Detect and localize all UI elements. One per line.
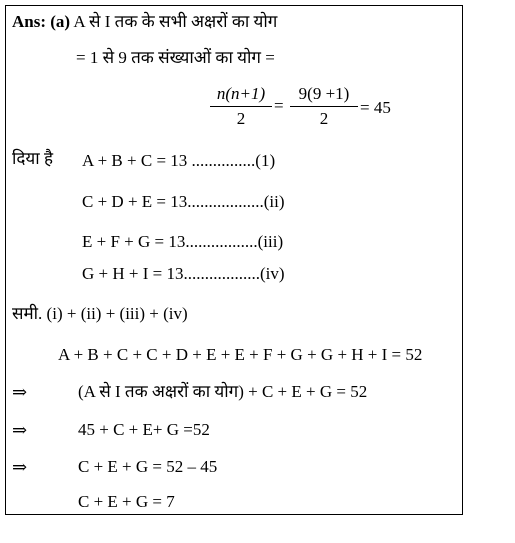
answer-label: Ans: (a) <box>12 12 71 31</box>
implies-arrow-icon: ⇒ <box>12 382 28 402</box>
equation-3: E + F + G = 13.................(iii) <box>82 232 284 251</box>
equation-4: G + H + I = 13..................(iv) <box>82 264 285 283</box>
fraction-numerator: 9(9 +1) <box>298 84 350 103</box>
fraction-n-formula <box>210 84 272 129</box>
combine-line: समी. (i) + (ii) + (iii) + (iv) <box>12 304 188 323</box>
final-result: C + E + G = 7 <box>78 492 175 511</box>
answer-heading <box>12 12 277 32</box>
step-2: 45 + C + E+ G =52 <box>78 420 210 439</box>
fraction-denominator: 2 <box>236 109 246 128</box>
fraction-bar <box>210 106 272 107</box>
fraction-denominator: 2 <box>319 109 329 128</box>
implies-arrow-icon: ⇒ <box>12 457 28 477</box>
sum-line: A + B + C + C + D + E + E + F + G + G + H + I = 52 <box>58 345 423 364</box>
fraction-nine-formula <box>290 84 358 129</box>
fraction-bar <box>290 106 358 107</box>
answer-statement: A से I तक के सभी अक्षरों का योग <box>73 12 278 31</box>
implies-arrow-icon: ⇒ <box>12 420 28 440</box>
equation-1: A + B + C = 13 ...............(1) <box>82 151 276 170</box>
equals-sign: = <box>274 96 284 115</box>
formula-result: = 45 <box>360 98 391 117</box>
step-3: C + E + G = 52 – 45 <box>78 457 218 476</box>
given-label: दिया है <box>12 149 53 168</box>
step-1: (A से I तक अक्षरों का योग) + C + E + G = 52 <box>78 382 368 401</box>
fraction-numerator: n(n+1) <box>216 84 266 103</box>
equation-2: C + D + E = 13..................(ii) <box>82 192 285 211</box>
answer-card <box>5 5 463 515</box>
line-sum-1-to-9: = 1 से 9 तक संख्याओं का योग = <box>76 48 275 67</box>
